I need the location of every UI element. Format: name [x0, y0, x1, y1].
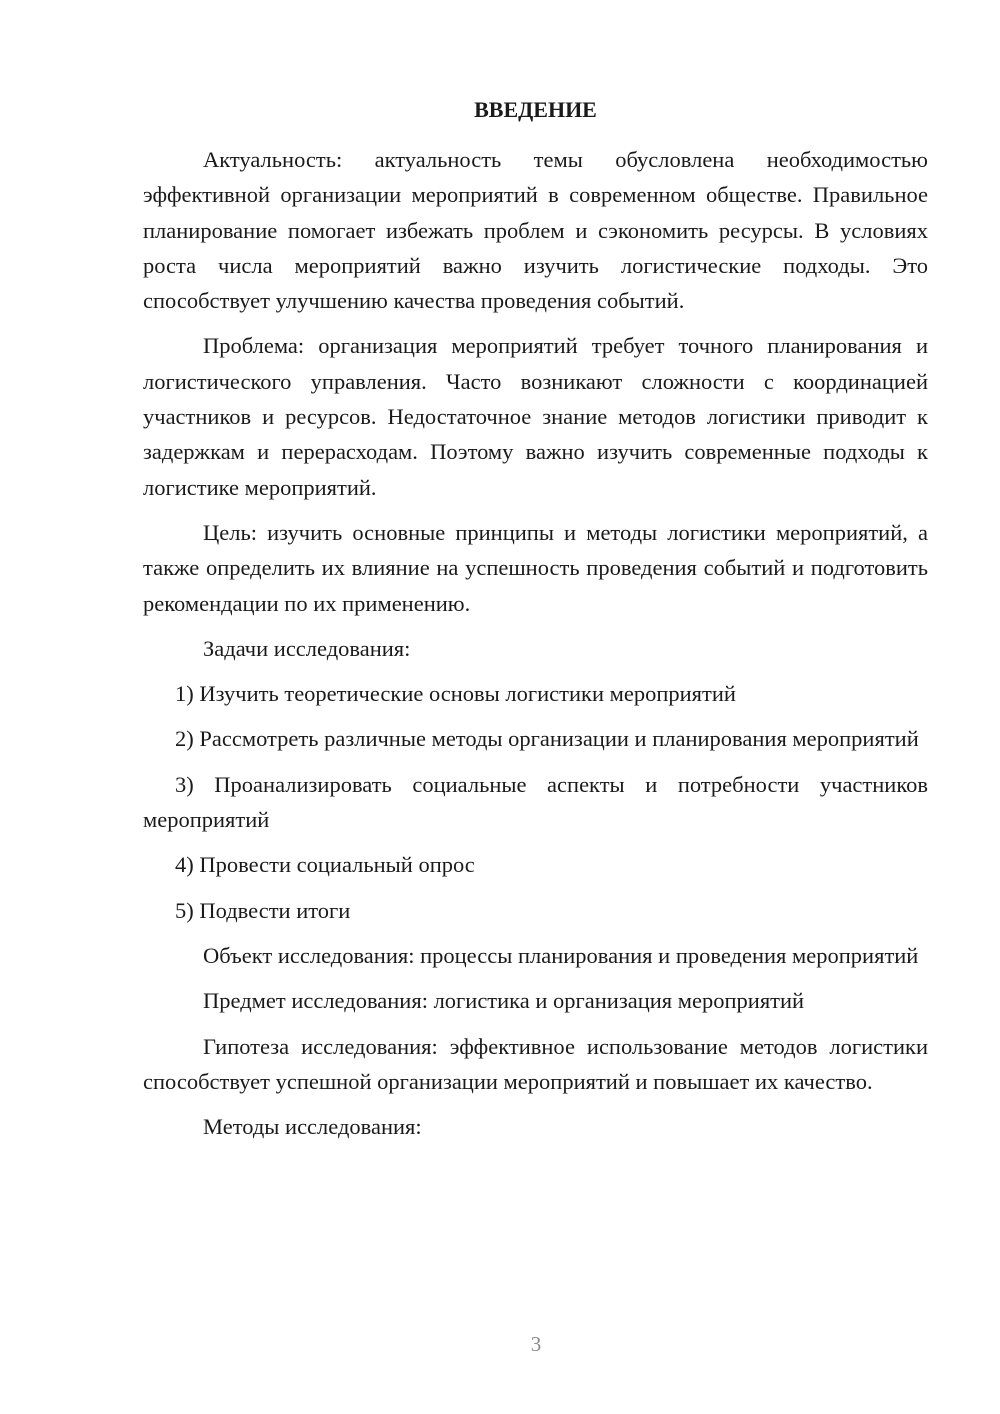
paragraph-goal: Цель: изучить основные принципы и методы логистики мероприятий, а также определить их влияние на успешность проведения событий и подготовить рекомендации по их применению.	[143, 519, 928, 616]
tasks-heading: Задачи исследования:	[203, 635, 411, 661]
paragraph-object: Объект исследования: процессы планирования и проведения мероприятий	[203, 942, 919, 968]
paragraph-problem: Проблема: организация мероприятий требует точного планирования и логистического управления. Часто возникают сложности с координацией участников и ресурсов. Недостаточное знание методов логистики приводит к задержкам и перерасходам. Поэтому важно изучить современные подходы к логистике мероприятий.	[143, 333, 928, 500]
methods-heading: Методы исследования:	[203, 1114, 422, 1140]
paragraph-subject: Предмет исследования: логистика и организация мероприятий	[203, 988, 805, 1014]
paragraph-relevance: Актуальность: актуальность темы обусловлена необходимостью эффективной организации мероприятий в современном обществе. Правильное планирование помогает избежать проблем и сэкономить ресурсы. В условиях роста числа мероприятий важно изучить логистические подходы. Это способствует улучшению качества проведения событий.	[143, 147, 928, 314]
paragraph-hypothesis: Гипотеза исследования: эффективное использование методов логистики способствует успешной организации мероприятий и повышает их качество.	[143, 1033, 928, 1094]
task-item: 2) Рассмотреть различные методы организации и планирования мероприятий	[175, 726, 919, 752]
task-item: 4) Провести социальный опрос	[175, 852, 475, 878]
page-content	[143, 94, 928, 1154]
task-item: 5) Подвести итоги	[175, 897, 351, 923]
task-item: 1) Изучить теоретические основы логистики мероприятий	[175, 681, 736, 707]
page-title: ВВЕДЕНИЕ	[474, 97, 597, 122]
task-item: 3) Проанализировать социальные аспекты и потребности участников мероприятий	[143, 771, 928, 833]
page-number: 3	[530, 1332, 542, 1356]
